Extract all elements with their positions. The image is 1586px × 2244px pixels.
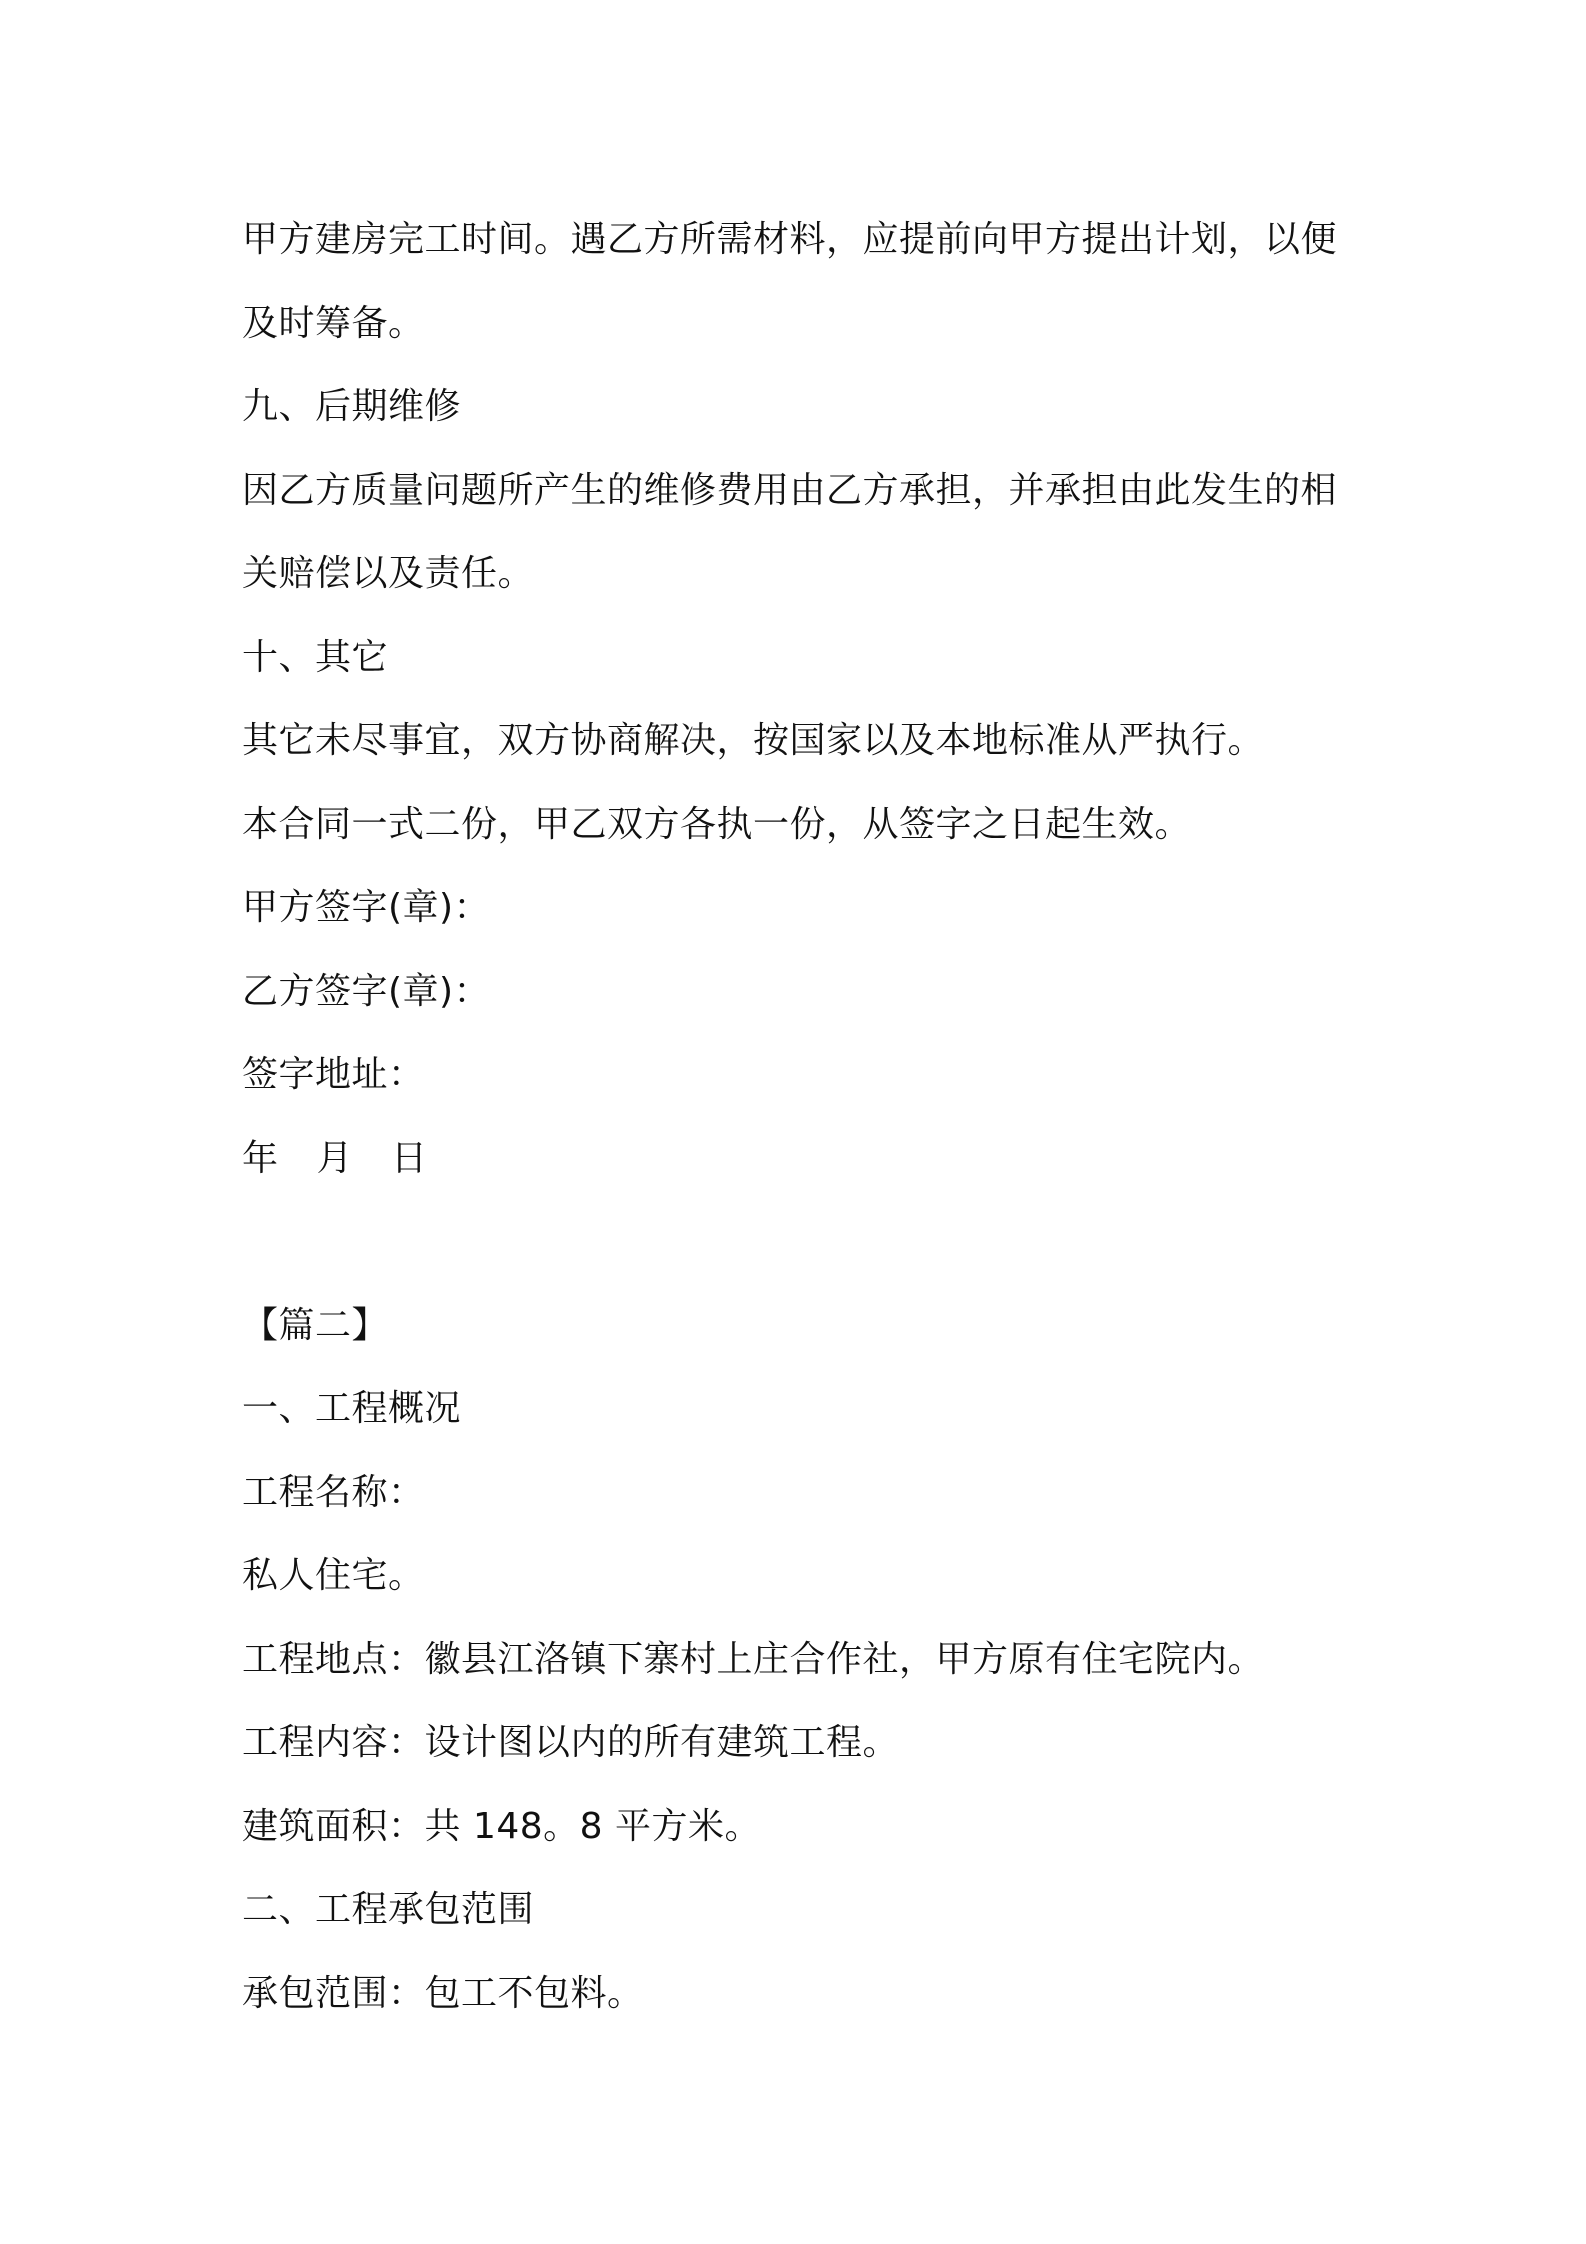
blank-line [242, 1200, 1362, 1284]
paragraph-line: 私人住宅。 [242, 1555, 425, 1596]
date-line [242, 1117, 1362, 1201]
paragraph-line: 甲方建房完工时间。遇乙方所需材料，应提前向甲方提出计划，以便 [242, 219, 1338, 260]
date-year: 年 [242, 1137, 279, 1179]
party-a-signature-line: 甲方签字(章)： [242, 887, 491, 928]
paragraph-line: 工程内容：设计图以内的所有建筑工程。 [242, 1722, 900, 1763]
paragraph-line: 本合同一式二份，甲乙双方各执一份，从签字之日起生效。 [242, 803, 1192, 845]
paragraph-line: 因乙方质量问题所产生的维修费用由乙方承担，并承担由此发生的相 [242, 469, 1338, 511]
part-two-heading: 【篇二】 [242, 1304, 389, 1346]
paragraph-line: 工程地点：徽县江洛镇下寨村上庄合作社，甲方原有住宅院内。 [242, 1638, 1265, 1680]
paragraph-line: 其它未尽事宜，双方协商解决，按国家以及本地标准从严执行。 [242, 720, 1265, 761]
paragraph-line: 承包范围：包工不包料。 [242, 1972, 644, 2014]
paragraph-line: 及时筹备。 [242, 302, 425, 344]
section-heading: 九、后期维修 [242, 386, 462, 427]
date-day: 日 [391, 1137, 428, 1179]
section-heading: 二、工程承包范围 [242, 1889, 535, 1930]
date-month: 月 [316, 1137, 354, 1179]
signature-address-line: 签字地址： [242, 1054, 425, 1095]
section-heading: 一、工程概况 [242, 1388, 462, 1429]
section-heading: 十、其它 [242, 636, 389, 678]
paragraph-line: 建筑面积：共 148。8 平方米。 [242, 1805, 762, 1847]
paragraph-line: 工程名称： [242, 1471, 425, 1513]
paragraph-line: 关赔偿以及责任。 [242, 553, 535, 594]
party-b-signature-line: 乙方签字(章)： [242, 970, 491, 1012]
document-body [242, 198, 1362, 2035]
